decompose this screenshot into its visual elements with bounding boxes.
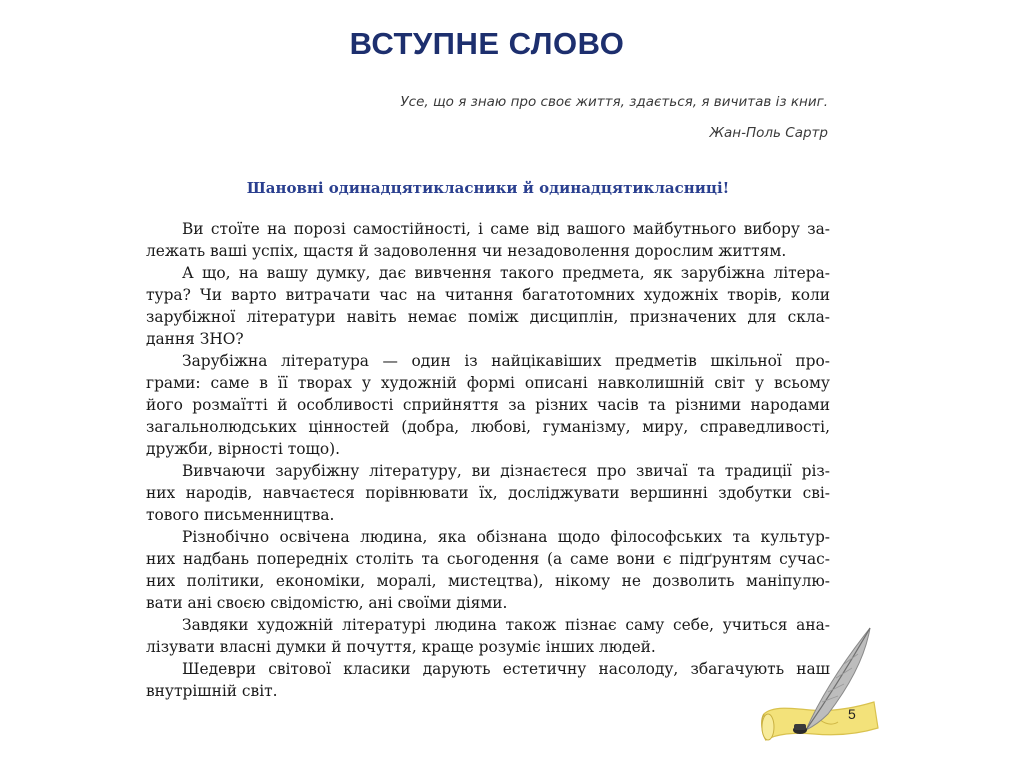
- text-line: них народів, навчаєтеся порівнювати їх, досліджувати вершинні здобутки сві-: [146, 484, 830, 502]
- epigraph-quote: Усе, що я знаю про своє життя, здається, я вичитав із книг.: [400, 94, 828, 110]
- body-text: [146, 218, 830, 702]
- paragraph-5: [146, 526, 830, 614]
- text-line: Шедеври світової класики дарують естетичну насолоду, збагачують наш: [182, 660, 830, 678]
- paragraph-3: [146, 350, 830, 460]
- text-line: Завдяки художній літературі людина також пізнає саму себе, учиться ана-: [182, 616, 830, 634]
- text-line: Вивчаючи зарубіжну літературу, ви дізнаєтеся про звичаї та традиції різ-: [182, 462, 830, 480]
- text-line: дання ЗНО?: [146, 330, 244, 348]
- epigraph-author: Жан-Поль Сартр: [709, 125, 828, 141]
- page-title: ВСТУПНЕ СЛОВО: [349, 26, 625, 61]
- text-line: загальнолюдських цінностей (добра, любові, гуманізму, миру, справедливості,: [146, 418, 830, 436]
- paragraph-6: [146, 614, 830, 658]
- paragraph-4: [146, 460, 830, 526]
- text-line: тура? Чи варто витрачати час на читання багатотомних художніх творів, коли: [146, 286, 830, 304]
- text-line: лежать ваші успіх, щастя й задоволення чи незадоволення дорослим життям.: [146, 242, 787, 260]
- text-line: них надбань попередніх століть та сьогодення (а саме вони є підґрунтям сучас-: [146, 550, 830, 568]
- paragraph-1: [146, 218, 830, 262]
- text-line: внутрішній світ.: [146, 682, 278, 700]
- text-line: Зарубіжна література — один із найцікавіших предметів шкільної про-: [182, 352, 830, 370]
- page-number: 5: [848, 706, 856, 722]
- greeting-heading: Шановні одинадцятикласники й одинадцятикласниці!: [246, 179, 730, 197]
- text-line: лізувати власні думки й почуття, краще розуміє інших людей.: [146, 638, 656, 656]
- text-line: них політики, економіки, моралі, мистецтва), нікому не дозволить маніпулю-: [146, 572, 830, 590]
- quill-scroll-icon: [758, 622, 882, 744]
- text-line: дружби, вірності тощо).: [146, 440, 341, 458]
- text-line: Різнобічно освічена людина, яка обізнана щодо філософських та культур-: [182, 528, 830, 546]
- text-line: вати ані своєю свідомістю, ані своїми діями.: [146, 594, 508, 612]
- text-line: грами: саме в її творах у художній формі описані навколишній світ у всьому: [146, 374, 830, 392]
- paragraph-7: [146, 658, 830, 702]
- text-line: його розмаїтті й особливості сприйняття за різних часів та різними народами: [146, 396, 830, 414]
- paragraph-2: [146, 262, 830, 350]
- epigraph: [400, 92, 828, 143]
- text-line: зарубіжної літератури навіть немає поміж дисциплін, призначених для скла-: [146, 308, 830, 326]
- text-line: тового письменництва.: [146, 506, 335, 524]
- text-line: А що, на вашу думку, дає вивчення такого предмета, як зарубіжна літера-: [182, 264, 830, 282]
- text-line: Ви стоїте на порозі самостійності, і саме від вашого майбутнього вибору за-: [182, 220, 830, 238]
